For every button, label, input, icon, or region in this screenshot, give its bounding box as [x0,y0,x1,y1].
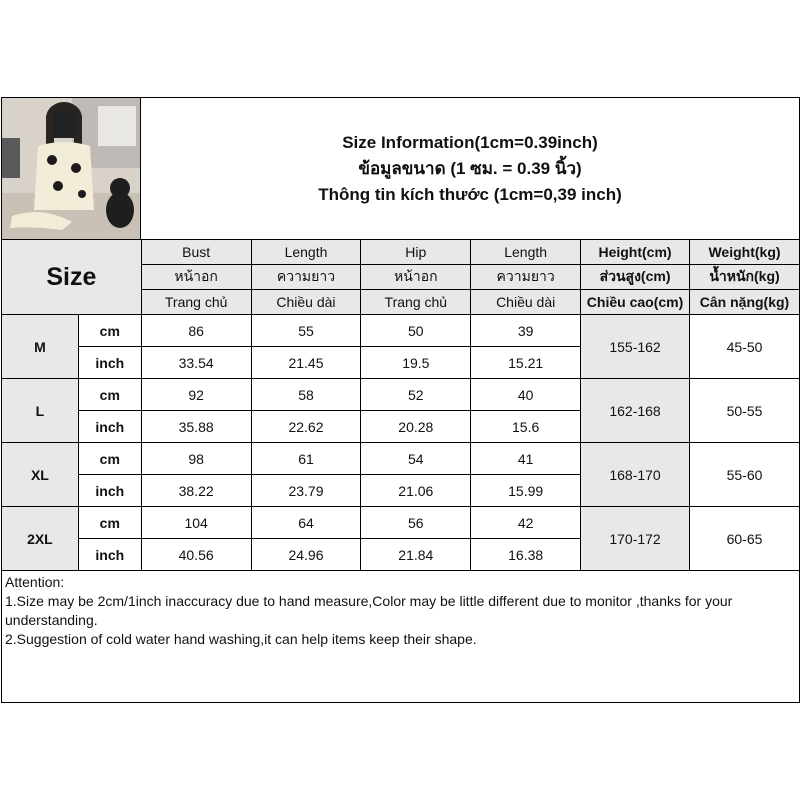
col-header-th: ส่วนสูง(cm) [581,265,690,290]
size-name: M [2,315,79,379]
col-header-en: Hip [361,240,471,265]
unit-label: cm [78,507,141,539]
note-item: 1.Size may be 2cm/1inch inaccuracy due to hand measure,Color may be little different due to monitor ,thanks for your understanding. [5,593,733,628]
col-header-en: Height(cm) [581,240,690,265]
weight-range: 50-55 [690,379,800,443]
hip-cm: 56 [361,507,471,539]
length-inch: 23.79 [251,475,361,507]
col-header-en: Length [471,240,581,265]
table-row [2,507,800,539]
col-header-vi: Chiều cao(cm) [581,290,690,315]
hip-cm: 50 [361,315,471,347]
length-cm: 61 [251,443,361,475]
hip-inch: 21.06 [361,475,471,507]
bust-cm: 92 [141,379,251,411]
length2-inch: 15.99 [471,475,581,507]
unit-label: cm [78,443,141,475]
header-title-en: Size Information(1cm=0.39inch) [342,132,598,152]
hip-inch: 20.28 [361,411,471,443]
size-name: L [2,379,79,443]
col-header-th: ความยาว [251,265,361,290]
hip-cm: 52 [361,379,471,411]
length2-cm: 42 [471,507,581,539]
col-header-vi: Chiều dài [251,290,361,315]
col-header-vi: Trang chủ [361,290,471,315]
height-range: 155-162 [581,315,690,379]
size-chart [0,97,800,703]
length-cm: 58 [251,379,361,411]
length-inch: 22.62 [251,411,361,443]
size-info-header [141,97,800,240]
size-name: 2XL [2,507,79,571]
unit-label: inch [78,539,141,571]
length2-inch: 16.38 [471,539,581,571]
unit-label: cm [78,315,141,347]
size-name: XL [2,443,79,507]
length2-inch: 15.6 [471,411,581,443]
unit-label: inch [78,475,141,507]
size-heading: Size [46,262,97,291]
col-header-en: Weight(kg) [690,240,800,265]
header-title-th: ข้อมูลขนาด (1 ซม. = 0.39 นิ้ว) [358,158,582,178]
length2-cm: 41 [471,443,581,475]
hip-cm: 54 [361,443,471,475]
col-header-en: Length [251,240,361,265]
unit-label: cm [78,379,141,411]
unit-label: inch [78,411,141,443]
length-inch: 24.96 [251,539,361,571]
note-item: 2.Suggestion of cold water hand washing,it can help items keep their shape. [5,631,477,647]
col-header-th: น้ำหนัก(kg) [690,265,800,290]
col-header-vi: Chiều dài [471,290,581,315]
bust-inch: 33.54 [141,347,251,379]
length2-cm: 40 [471,379,581,411]
size-table [1,239,800,571]
col-header-vi: Cân nặng(kg) [690,290,800,315]
length-cm: 64 [251,507,361,539]
table-row [2,443,800,475]
col-header-th: หน้าอก [141,265,251,290]
height-range: 168-170 [581,443,690,507]
length2-inch: 15.21 [471,347,581,379]
length2-cm: 39 [471,315,581,347]
table-row [2,379,800,411]
unit-label: inch [78,347,141,379]
height-range: 170-172 [581,507,690,571]
bust-cm: 98 [141,443,251,475]
bust-cm: 86 [141,315,251,347]
hip-inch: 19.5 [361,347,471,379]
product-photo [1,97,141,240]
hip-inch: 21.84 [361,539,471,571]
bust-inch: 38.22 [141,475,251,507]
height-range: 162-168 [581,379,690,443]
table-row [2,315,800,347]
weight-range: 45-50 [690,315,800,379]
col-header-vi: Trang chủ [141,290,251,315]
model-photo-illustration [2,98,140,239]
bust-cm: 104 [141,507,251,539]
attention-notes [1,571,800,703]
size-heading-cell [2,240,142,315]
weight-range: 55-60 [690,443,800,507]
weight-range: 60-65 [690,507,800,571]
col-header-th: หน้าอก [361,265,471,290]
bust-inch: 35.88 [141,411,251,443]
header-title-vi: Thông tin kích thước (1cm=0,39 inch) [318,184,622,204]
notes-heading: Attention: [5,574,65,590]
length-cm: 55 [251,315,361,347]
bust-inch: 40.56 [141,539,251,571]
col-header-en: Bust [141,240,251,265]
col-header-th: ความยาว [471,265,581,290]
length-inch: 21.45 [251,347,361,379]
